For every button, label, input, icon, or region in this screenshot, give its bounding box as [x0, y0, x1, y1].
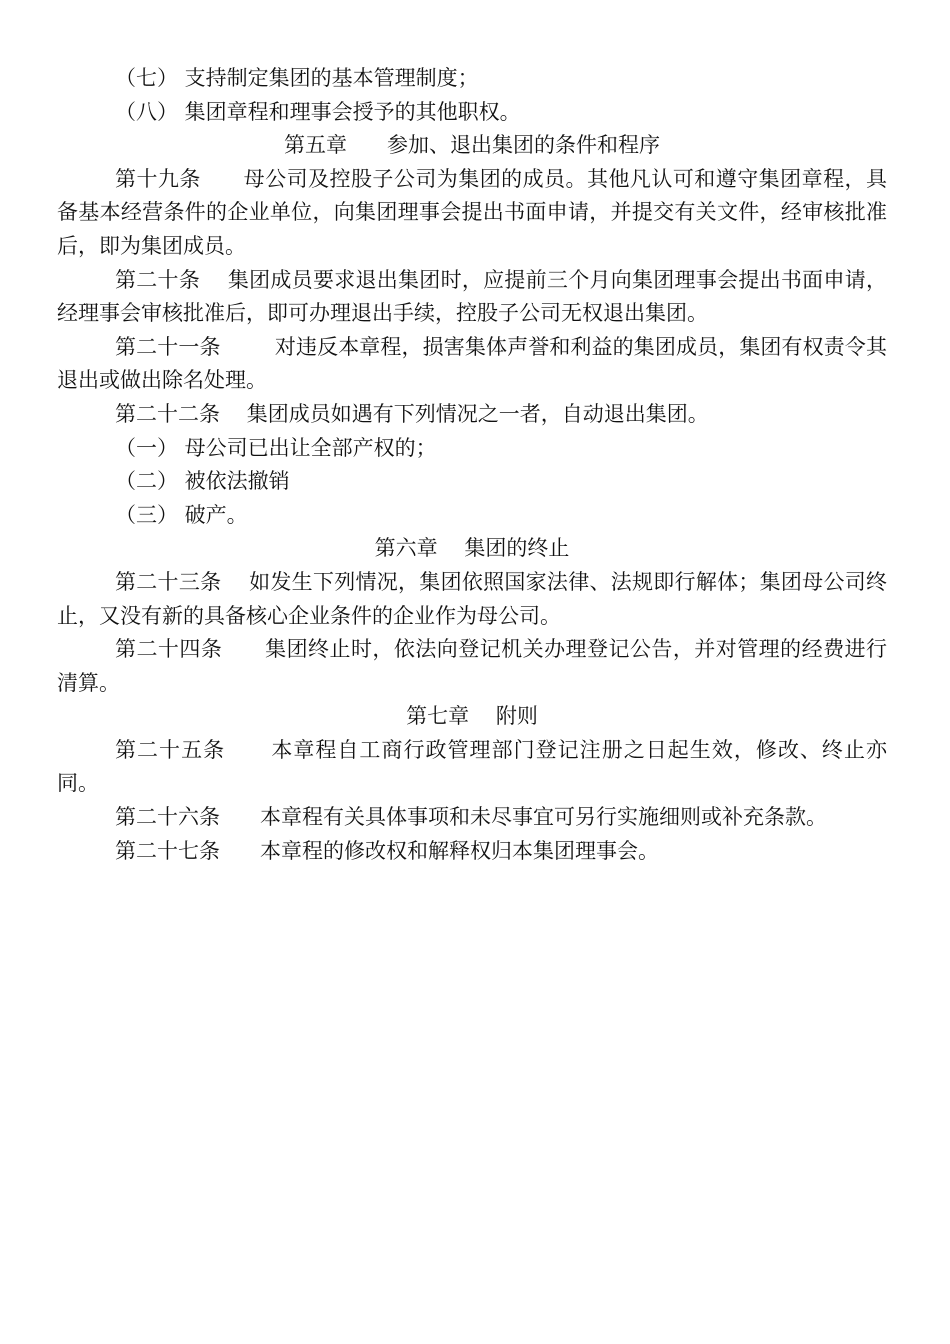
list-item-7: （七） 支持制定集团的基本管理制度； — [115, 66, 479, 90]
article-19: 第十九条 母公司及控股子公司为集团的成员。其他凡认可和遵守集团章程，具备基本经营条件的企业单位，向集团理事会提出书面申请，并提交有关文件，经审核批准后，即为集团成员。 — [57, 166, 887, 258]
article-22-item-1: （一） 母公司已出让全部产权的； — [115, 435, 437, 460]
chapter-6-heading: 第六章 集团的终止 — [374, 536, 570, 561]
article-24: 第二十四条 集团终止时，依法向登记机关办理登记公告，并对管理的经费进行清算。 — [57, 637, 887, 695]
article-25: 第二十五条 本章程自工商行政管理部门登记注册之日起生效，修改、终止亦同。 — [57, 737, 887, 796]
article-27: 第二十七条 本章程的修改权和解释权归本集团理事会。 — [115, 838, 660, 863]
chapter-7-heading: 第七章 附则 — [406, 704, 538, 729]
article-22: 第二十二条 集团成员如遇有下列情况之一者，自动退出集团。 — [115, 401, 709, 426]
document-page — [57, 62, 887, 868]
list-item-8: （八） 集团章程和理事会授予的其他职权。 — [115, 99, 521, 124]
chapter-5-heading: 第五章 参加、退出集团的条件和程序 — [283, 133, 661, 158]
article-22-item-3: （三） 破产。 — [115, 502, 248, 527]
article-21: 第二十一条 对违反本章程，损害集体声誉和利益的集团成员，集团有权责令其退出或做出除名处理。 — [57, 334, 887, 393]
article-20: 第二十条 集团成员要求退出集团时，应提前三个月向集团理事会提出书面申请，经理事会审核批准后，即可办理退出手续，控股子公司无权退出集团。 — [57, 267, 887, 326]
article-26: 第二十六条 本章程有关具体事项和未尽事宜可另行实施细则或补充条款。 — [115, 805, 828, 830]
article-22-item-2: （二） 被依法撤销 — [115, 469, 290, 494]
article-23: 第二十三条 如发生下列情况，集团依照国家法律、法规即行解体；集团母公司终止，又没有新的具备核心企业条件的企业作为母公司。 — [57, 569, 887, 628]
